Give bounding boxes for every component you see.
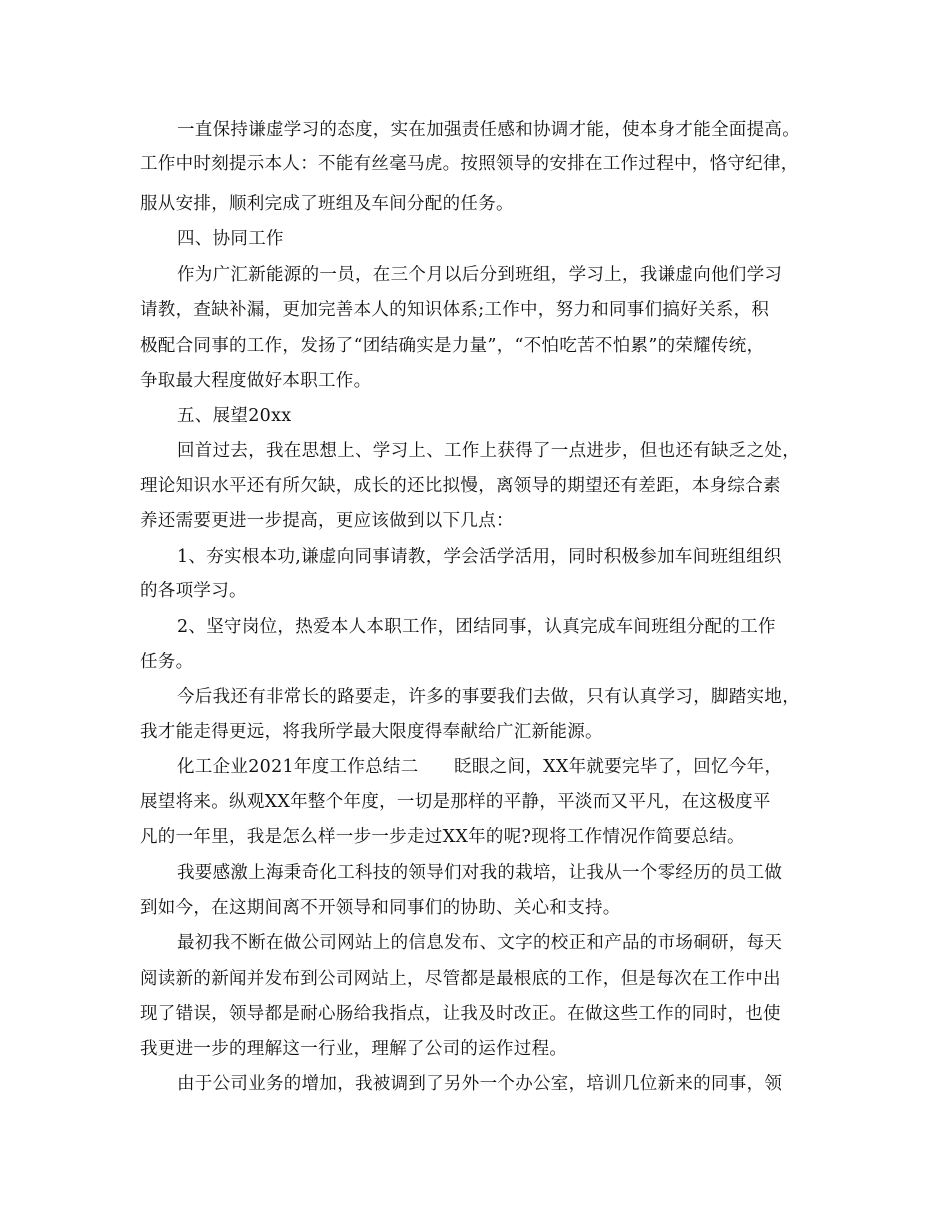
text-line-13: 1、夯实根本功,谦虚向同事请教，学会活学活用，同时积极参加车间班组组织	[177, 547, 782, 567]
text-line-1: 一直保持谦虚学习的态度，实在加强责任感和协调才能，使本身才能全面提高。	[177, 120, 800, 140]
text-line-26: 现了错误，领导都是耐心肠给我指点，让我及时改正。在做这些工作的同时，也使	[140, 1004, 781, 1024]
text-line-23: 到如今，在这期间离不开领导和同事们的协助、关心和支持。	[140, 898, 621, 918]
text-line-27: 我更进一步的理解这一行业，理解了公司的运作过程。	[140, 1039, 568, 1059]
text-line-22: 我要感激上海秉奇化工科技的领导们对我的栽培，让我从一个零经历的员工做	[177, 863, 783, 883]
text-line-11: 理论知识水平还有所欠缺，成长的还比拟慢，离领导的期望还有差距，本身综合素	[140, 476, 781, 496]
text-line-15: 2、坚守岗位，热爱本人本职工作，团结同事，认真完成车间班组分配的工作	[177, 617, 776, 637]
section-heading: 五、展望20xx	[177, 406, 292, 426]
text-line-2: 工作中时刻提示本人：不能有丝毫马虎。按照领导的安排在工作过程中，恪守纪律，	[140, 154, 799, 174]
text-line-17: 今后我还有非常长的路要走，许多的事要我们去做，只有认真学习，脚踏实地，	[177, 687, 800, 707]
text-line-20: 展望将来。纵观XX年整个年度，一切是那样的平静，平淡而又平凡，在这极度平	[140, 792, 771, 812]
text-line-7: 极配合同事的工作，发扬了“团结确实是力量”，“不怕吃苦不怕累”的荣耀传统，	[140, 336, 765, 356]
text-line-5: 作为广汇新能源的一员，在三个月以后分到班组，学习上，我谦虚向他们学习	[177, 265, 783, 285]
section-heading: 四、协同工作	[177, 229, 284, 249]
text-line-10: 回首过去，我在思想上、学习上、工作上获得了一点进步，但也还有缺乏之处，	[177, 441, 800, 461]
text-line-16: 任务。	[140, 652, 194, 672]
text-line-28: 由于公司业务的增加，我被调到了另外一个办公室，培训几位新来的同事，领	[177, 1074, 783, 1094]
text-line-24: 最初我不断在做公司网站上的信息发布、文字的校正和产品的市场硐研，每天	[177, 933, 783, 953]
text-line-8: 争取最大程度做好本职工作。	[140, 371, 372, 391]
text-line-25: 阅读新的新闻并发布到公司网站上，尽管都是最根底的工作，但是每次在工作中出	[140, 969, 781, 989]
text-line-6: 请教，查缺补漏，更加完善本人的知识体系;工作中，努力和同事们搞好关系，积	[140, 300, 770, 320]
text-line-19: 化工企业2021年度工作总结二 眨眼之间，XX年就要完毕了，回忆今年，	[177, 757, 783, 777]
text-line-14: 的各项学习。	[140, 581, 247, 601]
text-line-21: 凡的一年里，我是怎么样一步一步走过XX年的呢?现将工作情况作简要总结。	[140, 827, 745, 847]
text-line-12: 养还需要更进一步提高，更应该做到以下几点：	[140, 511, 514, 531]
text-line-18: 我才能走得更远，将我所学最大限度得奉献给广汇新能源。	[140, 722, 603, 742]
text-line-3: 服从安排，顺利完成了班组及车间分配的任务。	[140, 194, 514, 214]
